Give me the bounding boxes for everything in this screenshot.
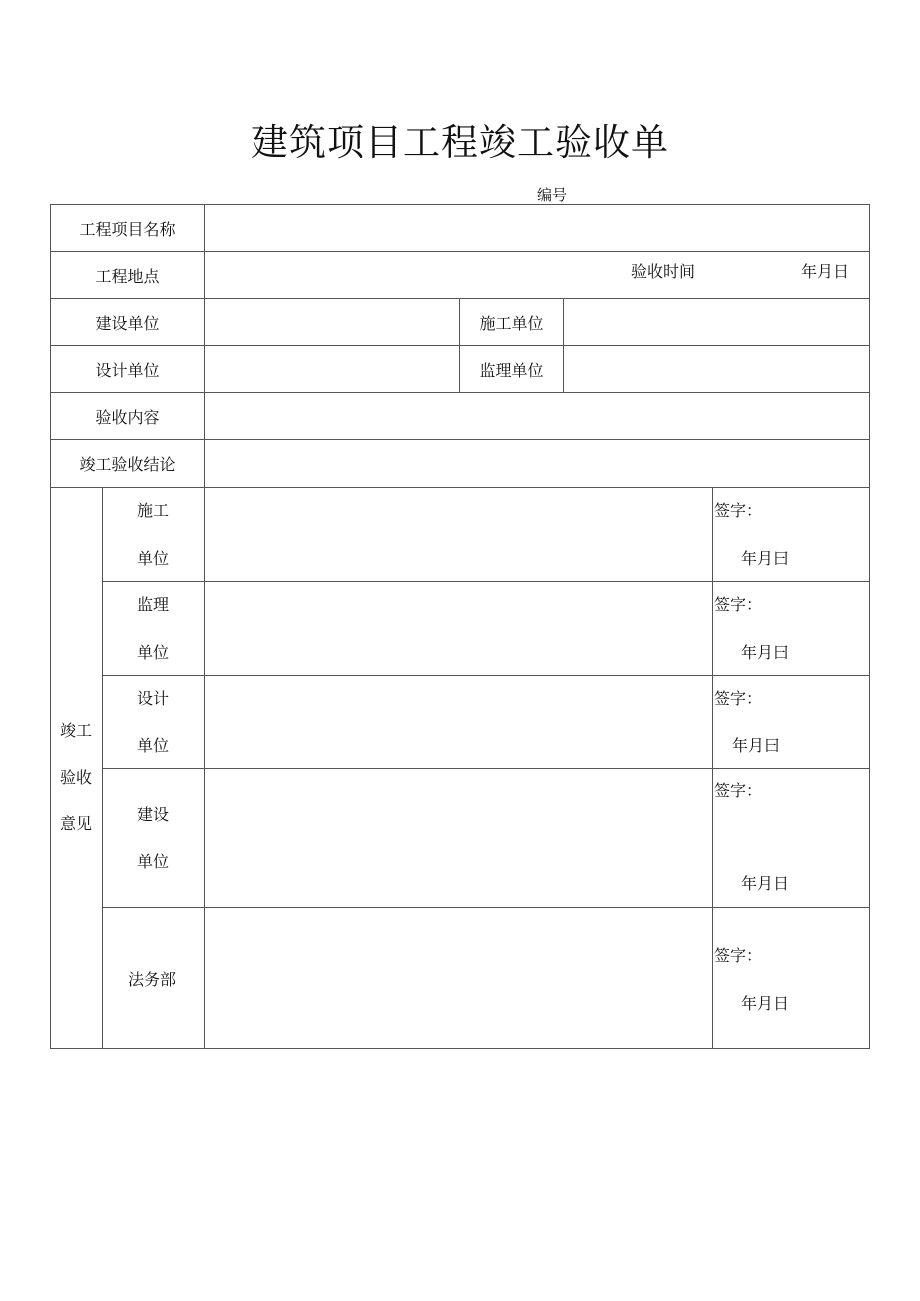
opinion-section-5-date: 年月日 <box>741 994 790 1013</box>
opinion-section-1-sign-label: 签字： <box>714 501 763 520</box>
opinions-group-label-cell <box>50 487 103 1049</box>
designer-field[interactable] <box>204 345 460 393</box>
opinion-section-2-date: 年月曰 <box>741 643 790 662</box>
opinion-section-5-label-cell <box>102 907 205 1049</box>
content-label: 验收内容 <box>95 407 160 427</box>
opinion-section-1-label-line1: 施工 <box>137 501 170 520</box>
opinion-section-4-sign-label: 签字： <box>714 781 763 800</box>
supervisor-label: 监理单位 <box>479 360 544 380</box>
opinion-section-1-label-cell <box>102 487 205 582</box>
acceptance-time-label: 验收时间 <box>631 262 696 281</box>
content-field[interactable] <box>204 392 870 440</box>
builder-label: 建设单位 <box>95 313 160 333</box>
opinion-section-3-field[interactable] <box>204 675 713 769</box>
location-label-cell <box>50 251 205 299</box>
location-field[interactable] <box>204 251 870 299</box>
opinion-section-3-sign-cell[interactable] <box>712 675 870 769</box>
opinion-section-3-sign-label: 签字： <box>714 689 763 708</box>
contractor-label-cell <box>459 298 564 346</box>
opinion-section-2-sign-label: 签字： <box>714 595 763 614</box>
builder-field[interactable] <box>204 298 460 346</box>
designer-label-cell <box>50 345 205 393</box>
opinion-section-2-field[interactable] <box>204 581 713 676</box>
supervisor-label-cell <box>459 345 564 393</box>
project-name-field[interactable] <box>204 204 870 252</box>
opinion-section-1-sign-cell[interactable] <box>712 487 870 582</box>
conclusion-field[interactable] <box>204 439 870 488</box>
opinion-section-4-label-cell <box>102 768 205 908</box>
opinion-section-5-label: 法务部 <box>128 970 177 989</box>
acceptance-form-table <box>50 204 870 1049</box>
opinion-section-3-date: 年月曰 <box>732 736 781 755</box>
opinion-section-4-date: 年月日 <box>741 874 790 893</box>
opinion-section-2-label-cell <box>102 581 205 676</box>
opinions-group-label-2: 验收 <box>60 768 93 787</box>
opinion-section-2-sign-cell[interactable] <box>712 581 870 676</box>
opinion-section-4-sign-cell[interactable] <box>712 768 870 908</box>
opinion-section-3-label-cell <box>102 675 205 769</box>
project-name-label: 工程项目名称 <box>79 219 176 239</box>
supervisor-field[interactable] <box>563 345 870 393</box>
opinion-section-1-field[interactable] <box>204 487 713 582</box>
location-label: 工程地点 <box>95 266 160 286</box>
serial-number-label: 编号 <box>537 186 568 204</box>
contractor-label: 施工单位 <box>479 313 544 333</box>
builder-label-cell <box>50 298 205 346</box>
opinion-section-2-label-line2: 单位 <box>137 643 170 662</box>
project-name-label-cell <box>50 204 205 252</box>
contractor-field[interactable] <box>563 298 870 346</box>
acceptance-date-text: 年月日 <box>801 262 850 281</box>
opinion-section-5-sign-cell[interactable] <box>712 907 870 1049</box>
opinion-section-4-label-line2: 单位 <box>137 852 170 871</box>
designer-label: 设计单位 <box>95 360 160 380</box>
opinion-section-4-label-line1: 建设 <box>137 805 170 824</box>
opinion-section-2-label-line1: 监理 <box>137 595 170 614</box>
opinion-section-3-label-line1: 设计 <box>137 689 170 708</box>
page-title: 建筑项目工程竣工验收单 <box>251 121 669 164</box>
conclusion-label-cell <box>50 439 205 488</box>
opinion-section-3-label-line2: 单位 <box>137 736 170 755</box>
opinions-group-label-3: 意见 <box>60 814 93 833</box>
opinion-section-4-field[interactable] <box>204 768 713 908</box>
opinion-section-5-field[interactable] <box>204 907 713 1049</box>
conclusion-label: 竣工验收结论 <box>79 455 176 474</box>
opinion-section-1-label-line2: 单位 <box>137 549 170 568</box>
opinion-section-1-date: 年月曰 <box>741 549 790 568</box>
opinion-section-5-sign-label: 签字： <box>714 946 763 965</box>
content-label-cell <box>50 392 205 440</box>
opinions-group-label-1: 竣工 <box>60 721 93 740</box>
